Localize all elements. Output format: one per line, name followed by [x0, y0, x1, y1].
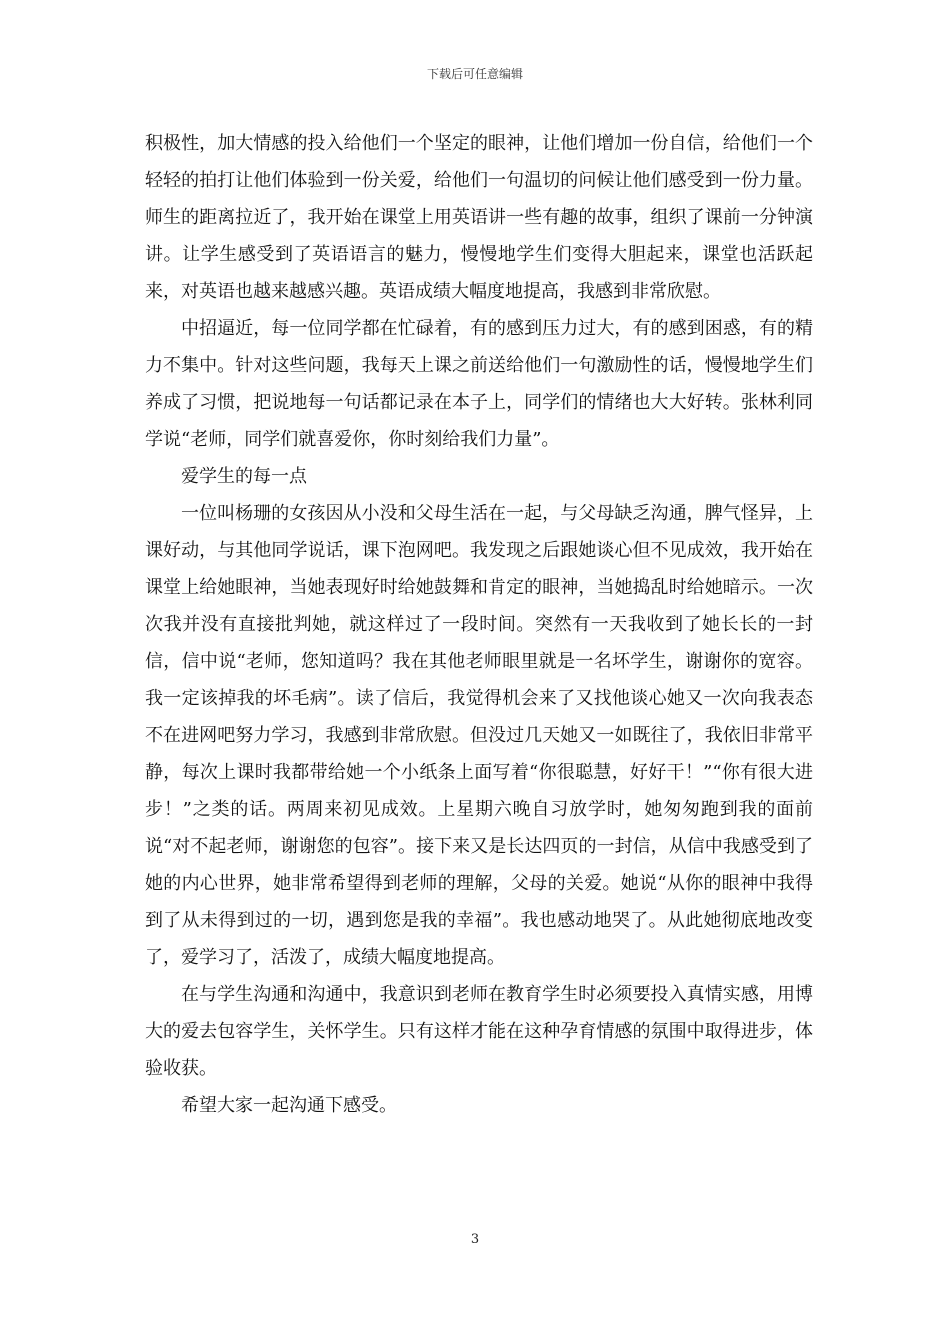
page-number: 3	[470, 1232, 480, 1247]
paragraph-exam-pressure: 中招逼近，每一位同学都在忙碌着，有的感到压力过大，有的感到困惑，有的精力不集中。针对这些问题，我每天上课之前送给他们一句激励性的话，慢慢地学生们养成了习惯，把说地每一句话都记录在本子上，同学们的情绪也大大好转。张林利同学说“老师，同学们就喜爱你，你时刻给我们力量”。	[145, 318, 813, 450]
document-body	[145, 125, 813, 1124]
page-header: 下载后可任意编辑	[426, 67, 523, 81]
paragraph-student-story: 一位叫杨珊的女孩因从小没和父母生活在一起，与父母缺乏沟通，脾气怪异，上课好动，与其他同学说话，课下泡网吧。我发现之后跟她谈心但不见成效，我开始在课堂上给她眼神，当她表现好时给她鼓舞和肯定的眼神，当她捣乱时给她暗示。一次次我并没有直接批判她，就这样过了一段时间。突然有一天我收到了她长长的一封信，信中说“老师，您知道吗？我在其他老师眼里就是一名坏学生，谢谢你的宽容。我一定该掉我的坏毛病”。读了信后，我觉得机会来了又找他谈心她又一次向我表态不在进网吧努力学习，我感到非常欣慰。但没过几天她又一如既往了，我依旧非常平静，每次上课时我都带给她一个小纸条上面写着“你很聪慧，好好干！”“你有很大进步！”之类的话。两周来初见成效。上星期六晚自习放学时，她匆匆跑到我的面前说“对不起老师，谢谢您的包容”。接下来又是长达四页的一封信，从信中我感受到了她的内心世界，她非常希望得到老师的理解，父母的关爱。她说“从你的眼神中我得到了从未得到过的一切，遇到您是我的幸福”。我也感动地哭了。从此她彻底地改变了，爱学习了，活泼了，成绩大幅度地提高。	[145, 503, 813, 968]
paragraph-closing: 希望大家一起沟通下感受。	[181, 1095, 397, 1116]
section-heading: 爱学生的每一点	[181, 466, 307, 487]
paragraph-reflection: 在与学生沟通和沟通中，我意识到老师在教育学生时必须要投入真情实感，用博大的爱去包容学生，关怀学生。只有这样才能在这种孕育情感的氛围中取得进步，体验收获。	[145, 984, 813, 1079]
paragraph-continuation: 积极性，加大情感的投入给他们一个坚定的眼神，让他们增加一份自信，给他们一个轻轻的拍打让他们体验到一份关爱，给他们一句温切的问候让他们感受到一份力量。师生的距离拉近了，我开始在课堂上用英语讲一些有趣的故事，组织了课前一分钟演讲。让学生感受到了英语语言的魅力，慢慢地学生们变得大胆起来，课堂也活跃起来，对英语也越来越感兴趣。英语成绩大幅度地提高，我感到非常欣慰。	[145, 133, 813, 302]
